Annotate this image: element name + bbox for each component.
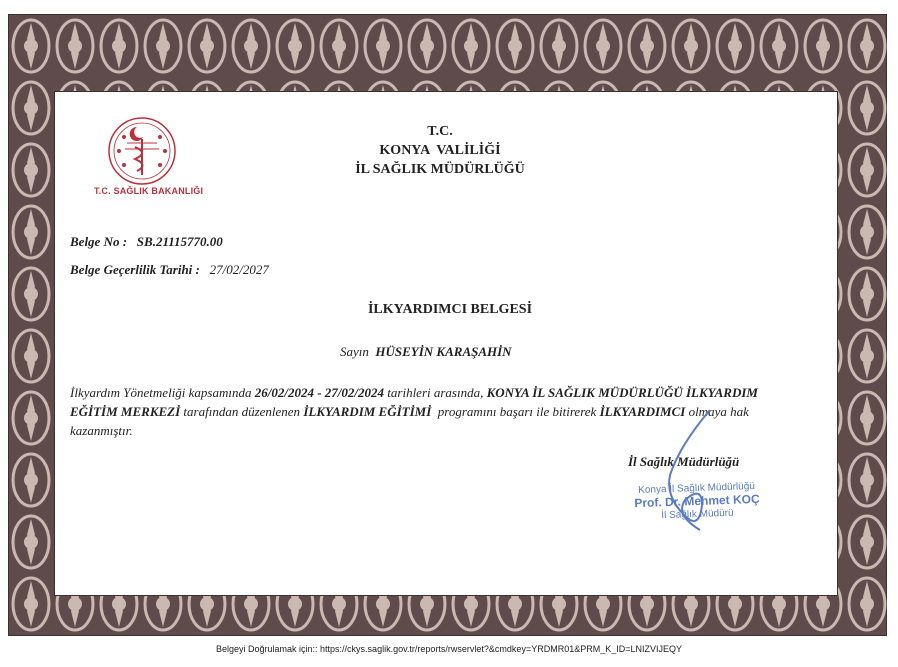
- validity-date-value: 27/02/2027: [209, 262, 269, 277]
- document-number-label: Belge No :: [70, 234, 128, 249]
- stamp-signer-title: İl Sağlık Müdürü: [661, 507, 734, 522]
- header-directorate: İL SAĞLIK MÜDÜRLÜĞÜ: [355, 162, 525, 177]
- ministry-logo-caption: T.C. SAĞLIK BAKANLIĞI: [94, 186, 204, 196]
- recipient-line: [340, 344, 512, 360]
- document-number-value: SB.21115770.00: [136, 234, 223, 249]
- header-governorship: KONYA VALİLİĞİ: [379, 143, 501, 158]
- document-number: [70, 234, 223, 250]
- stamp-signer-name: Prof. Dr. Mehmet KOÇ: [634, 491, 760, 511]
- header-tc: T.C.: [427, 124, 453, 139]
- body-text-2: tarihleri arasında,: [384, 385, 487, 400]
- body-text-1: İlkyardım Yönetmeliği kapsamında: [70, 385, 255, 400]
- earned-role: İLKYARDIMCI: [599, 404, 686, 419]
- body-text-5: olmaya hak kazanmıştır.: [70, 404, 749, 438]
- official-stamp: [611, 479, 782, 524]
- validity-date-label: Belge Geçerlilik Tarihi :: [70, 262, 200, 277]
- validity-date: [70, 262, 269, 278]
- signing-authority: İl Sağlık Müdürlüğü: [628, 454, 740, 469]
- decorative-border: [8, 14, 887, 636]
- body-text-4: programını başarı ile bitirerek: [431, 404, 600, 419]
- stamp-institution: Konya İl Sağlık Müdürlüğü: [638, 480, 756, 497]
- training-name: İLKYARDIM EĞİTİMİ: [303, 404, 432, 419]
- recipient-prefix: Sayın: [340, 344, 369, 359]
- recipient-name: HÜSEYİN KARAŞAHİN: [375, 344, 512, 359]
- verification-footer: Belgeyi Doğrulamak için:: https://ckys.saglik.gov.tr/reports/rwservlet?&cmdkey=YRDMR01&PRM_K_ID=LNIZVIJEQY: [216, 644, 682, 654]
- certificate-title: İLKYARDIMCI BELGESİ: [367, 302, 533, 317]
- training-dates: 26/02/2024 - 27/02/2024: [254, 385, 385, 400]
- ministry-logo: [97, 113, 207, 193]
- body-text-3: tarafından düzenlenen: [180, 404, 304, 419]
- training-center: KONYA İL SAĞLIK MÜDÜRLÜĞÜ İLKYARDIM EĞİTİM MERKEZİ: [70, 385, 758, 419]
